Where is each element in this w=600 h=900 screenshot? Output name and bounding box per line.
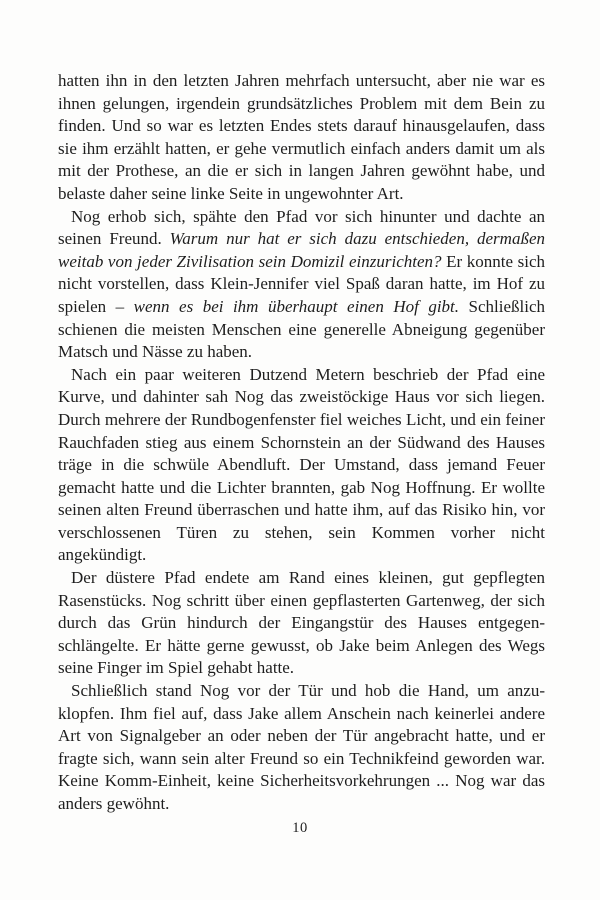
text-segment: hatten ihn in den letzten Jahren mehrfach untersucht, aber nie war es ihnen gelungen, irgendein grundsätzliches Problem mit dem Bein zu finden. Und so war es letzten Endes stets darauf hinausgelaufen, dass sie ihm erzählt hatten, er gehe vermutlich einfach anders damit um als mit der Prothese, an die er sich in langen Jahren gewöhnt habe, und belaste daher seine linke Seite in ungewohnter Art. (58, 71, 545, 203)
text-segment: wenn es bei ihm überhaupt einen Hof gibt. (133, 296, 460, 316)
text-segment: Nach ein paar weiteren Dutzend Metern beschrieb der Pfad eine Kurve, und dahinter sah Nog das zweistöckige Haus vor sich liegen. Durch mehrere der Rundbogenfenster fiel weiches Licht, und ein feiner Rauchfaden stieg aus einem Schornstein an der Südwand des Hauses träge in die schwüle Abendluft. Der Umstand, dass jemand Feuer gemacht hatte und die Lichter brannten, gab Nog Hoffnung. Er wollte seinen alten Freund überraschen und hatte ihm, auf das Risiko hin, vor verschlossenen Türen zu stehen, sein Kommen vorher nicht angekündigt. (58, 364, 545, 565)
text-segment: Der düstere Pfad endete am Rand eines kleinen, gut gepflegten Rasenstücks. Nog schritt über einen gepflasterten Gartenweg, der sich durch das Grün hindurch der Eingangstür des Hauses entgegenschlängelte. Er hätte gerne gewusst, ob Jake beim Anlegen des Wegs seine Finger im Spiel gehabt hatte. (58, 568, 545, 678)
page-number: 10 (292, 820, 308, 836)
paragraph (58, 70, 545, 206)
text-segment: Schließlich stand Nog vor der Tür und hob die Hand, um anzuklopfen. Ihm fiel auf, dass Jake allem Anschein nach keinerlei andere Art von Signalgeber an oder neben der Tür angebracht hatte, und er fragte sich, wann sein alter Freund so ein Technikfeind geworden war. Keine Komm-Einheit, keine Sicherheitsvorkehrungen ... Nog war das anders gewöhnt. (58, 681, 545, 813)
paragraph (58, 567, 545, 680)
paragraph (58, 206, 545, 364)
text-segment: Warum nur hat er sich dazu entschieden, dermaßen weitab von jeder Zivilisation sein Domizil einzurichten? (58, 229, 545, 271)
text-segment: Nog erhob sich, spähte den Pfad vor sich hinunter und dachte an seinen Freund. (58, 206, 545, 249)
page-text (58, 70, 545, 816)
text-segment: Er konnte sich nicht vorstellen, dass Klein-Jennifer viel Spaß daran hatte, im Hof zu spielen – (58, 251, 545, 316)
text-segment: Schließlich schienen die meisten Menschen eine generelle Abneigung gegenüber Matsch und Nässe zu haben. (58, 296, 546, 362)
paragraph (58, 680, 545, 816)
paragraph (58, 364, 545, 567)
